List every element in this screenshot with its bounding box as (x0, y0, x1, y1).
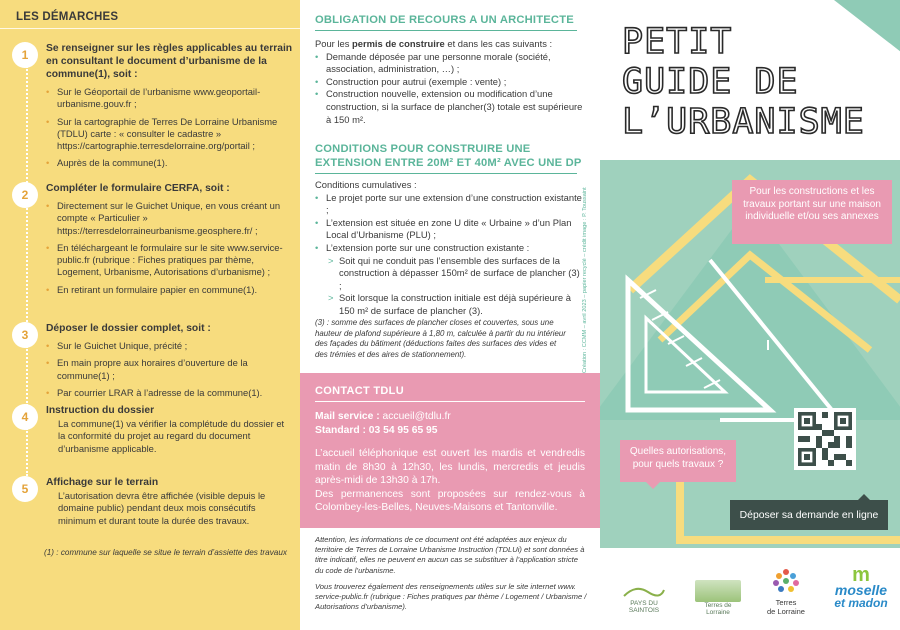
hours-text: L’accueil téléphonique est ouvert les mardis et vendredis matin de 8h30 à 12h30, les lundis, mercredis et jeudis après-midi de 13h30 à 17h. (315, 448, 585, 487)
step-4 (12, 404, 294, 455)
online-request-button[interactable]: Déposer sa demande en ligne (730, 500, 888, 530)
list-item: • En téléchargeant le formulaire sur le site www.service-public.fr (rubrique : Fiches pratiques par thème, Logement, Urbanisme, Autorisations d’urbanisme) ; (46, 242, 294, 279)
step-heading: Instruction du dossier (46, 405, 155, 416)
dots-logo-icon (771, 568, 801, 596)
logo-moselle-madon (828, 566, 894, 609)
landscape-icon (695, 580, 741, 602)
step-5 (12, 476, 294, 527)
logo-text: Terres (775, 598, 797, 607)
saintois-logo-icon (622, 582, 666, 598)
permanences-text: Des permanences sont proposées sur rendez-vous à Colombey-les-Belles, Neuves-Maisons et Tantonville. (315, 488, 585, 514)
phone-number[interactable]: 03 54 95 65 95 (368, 424, 438, 436)
info-panel (300, 0, 600, 630)
title-line: GUIDE DE (622, 62, 799, 102)
list-item: • En main propre aux horaires d’ouverture de la commune(1) ; (46, 357, 294, 382)
step-description: La commune(1) va vérifier la complétude du dossier et la conformité du projet au regard du document d’urbanisme applicable. (58, 418, 285, 454)
logo-terres-lorraine-2 (764, 568, 808, 616)
phone-label: Standard : (315, 424, 369, 436)
step-number: 1 (12, 42, 38, 68)
step-3 (12, 322, 294, 399)
demarches-panel (0, 0, 300, 630)
logo-terres-lorraine-1 (692, 580, 744, 616)
qr-code-icon (798, 412, 852, 466)
extension-block (315, 179, 583, 318)
logo-text: PAYS DU SAINTOIS (628, 600, 660, 614)
question-bubble: Quelles autorisations, pour quels travaux ? (620, 440, 736, 482)
list-item: • Sur le Géoportail de l’urbanisme www.geoportail-urbanisme.gouv.fr ; (46, 86, 294, 111)
footnote-surface: (3) : somme des surfaces de plancher closes et couvertes, sous une hauteur de plafond supérieure à 1,80 m, calculée à partir du nu intérieur des façades du bâtiment (déductions faites des surfaces des vides et des trémies et des aires de stationnement). (315, 318, 566, 359)
divider (0, 28, 300, 29)
sub-item: > Soit lorsque la construction initiale est déjà supérieure à 150 m² de surface de plancher (3). (328, 292, 571, 316)
footnote-commune: (1) : commune sur laquelle se situe le terrain d’assiette des travaux (44, 548, 288, 557)
logo-saintois (618, 582, 670, 614)
more-info-text: Vous trouverez également des renseignements utiles sur le site internet www. service-public.fr (rubrique : Fiches pratiques par thème / Logement / Urbanisme / Autorisations d’urbanisme). (315, 581, 587, 612)
step-2 (12, 182, 294, 296)
divider (315, 30, 577, 31)
sub-item-text: Soit lorsque la construction initiale est déjà supérieure à 150 m² de surface de plancher (3). (339, 292, 571, 316)
sub-item-text: Soit qui ne conduit pas l’ensemble des surfaces de la construction à dépasser 150m² de surface de plancher (3) ; (339, 254, 580, 291)
divider (315, 401, 585, 402)
divider (315, 173, 577, 174)
list-item: • Auprès de la commune(1). (46, 157, 294, 169)
step-number: 4 (12, 404, 38, 430)
contact-title: CONTACT TDLU (315, 385, 404, 397)
demarches-title: LES DÉMARCHES (16, 11, 119, 23)
conditions-intro: Conditions cumulatives : (315, 179, 417, 190)
credit-text: Création : CCMM – avril 2023 – papier recyclé – crédit image : P. Toussaint (582, 187, 588, 373)
contact-details (315, 410, 451, 437)
title-line: PETIT (622, 22, 733, 62)
contact-block (300, 373, 600, 528)
list-item: • Sur le Guichet Unique, précité ; (46, 340, 294, 352)
list-item: • Construction pour autrui (exemple : vente) ; (315, 76, 583, 89)
step-heading: Affichage sur le terrain (46, 477, 159, 488)
architect-block (315, 38, 583, 126)
list-item: • Construction nouvelle, extension ou modification d’une construction, si la surface de plancher(3) totale est supérieure à 150 m². (315, 88, 583, 126)
list-item: • L’extension est située en zone U dite « Urbaine » d’un Plan Local d’Urbanisme (PLU) ; (315, 217, 583, 242)
list-item: • Demande déposée par une personne morale (société, association, administration, …) ; (315, 51, 583, 76)
list-item: • Par courrier LRAR à l’adresse de la commune(1). (46, 387, 294, 399)
list-item: • Sur la cartographie de Terres De Lorraine Urbanisme (TDLU) carte : « consulter le cadastre » https://cartographie.terresdelorraine.org/portail ; (46, 116, 294, 153)
step-heading: Compléter le formulaire CERFA, soit : (46, 183, 230, 194)
list-item: • En retirant un formulaire papier en commune(1). (46, 284, 294, 296)
extension-heading: CONDITIONS POUR CONSTRUIRE UNE EXTENSION ENTRE 20M² ET 40M² AVEC UNE DP (315, 143, 582, 169)
logo-text: Terres de Lorraine (704, 602, 732, 616)
step-1 (12, 42, 294, 170)
sub-item: > Soit qui ne conduit pas l’ensemble des surfaces de la construction à dépasser 150m² de surface de plancher (3) ; (328, 254, 580, 291)
m-logo-icon: m (852, 564, 870, 586)
mail-label: Mail service : (315, 411, 383, 422)
intro-text: Pour les (315, 38, 352, 49)
scope-badge: Pour les constructions et les travaux portant sur une maison individuelle et/ou ses annexes (732, 180, 892, 244)
architect-heading: OBLIGATION DE RECOURS A UN ARCHITECTE (315, 14, 574, 26)
attention-text: Attention, les informations de ce document ont été adaptées aux enjeux du territoire de Terres de Lorraine Urbanisme Instruction (TDLUi) et sont données à titre indicatif, elles ne peuvent en aucun cas se substituer à l’application stricte du code de l’urbanisme. (315, 535, 585, 575)
step-heading: Se renseigner sur les règles applicables au terrain en consultant le document d’urbanisme de la commune(1), soit : (46, 43, 293, 80)
step-number: 2 (12, 182, 38, 208)
list-item: • Directement sur le Guichet Unique, en vous créant un compte « Particulier » https://terresdelorraineurbanisme.geosphere.fr/ ; (46, 200, 294, 237)
step-heading: Déposer le dossier complet, soit : (46, 323, 211, 334)
logo-text: et madon (834, 596, 888, 610)
intro-bold: permis de construire (352, 38, 445, 49)
step-number: 5 (12, 476, 38, 502)
cover-panel (600, 0, 900, 630)
disclaimer (315, 535, 587, 612)
step-description: L’autorisation devra être affichée (visible depuis le domaine public) pendant deux mois consécutifs minimum et durant toute la durée des travaux. (58, 490, 266, 526)
list-item: • L’extension porte sur une construction existante : (315, 242, 583, 255)
partner-logos (600, 560, 900, 630)
list-item: • Le projet porte sur une extension d’une construction existante ; (315, 192, 583, 217)
credit-line (582, 158, 594, 373)
cover-title (622, 22, 865, 142)
logo-text: moselle (834, 582, 888, 598)
intro-text: et dans les cas suivants : (444, 38, 553, 49)
qr-code[interactable] (794, 408, 856, 470)
logo-text: de Lorraine (767, 607, 805, 616)
title-line: L’URBANISME (622, 102, 865, 142)
contact-hours (315, 447, 585, 515)
step-number: 3 (12, 322, 38, 348)
mail-link[interactable]: accueil@tdlu.fr (382, 411, 451, 422)
